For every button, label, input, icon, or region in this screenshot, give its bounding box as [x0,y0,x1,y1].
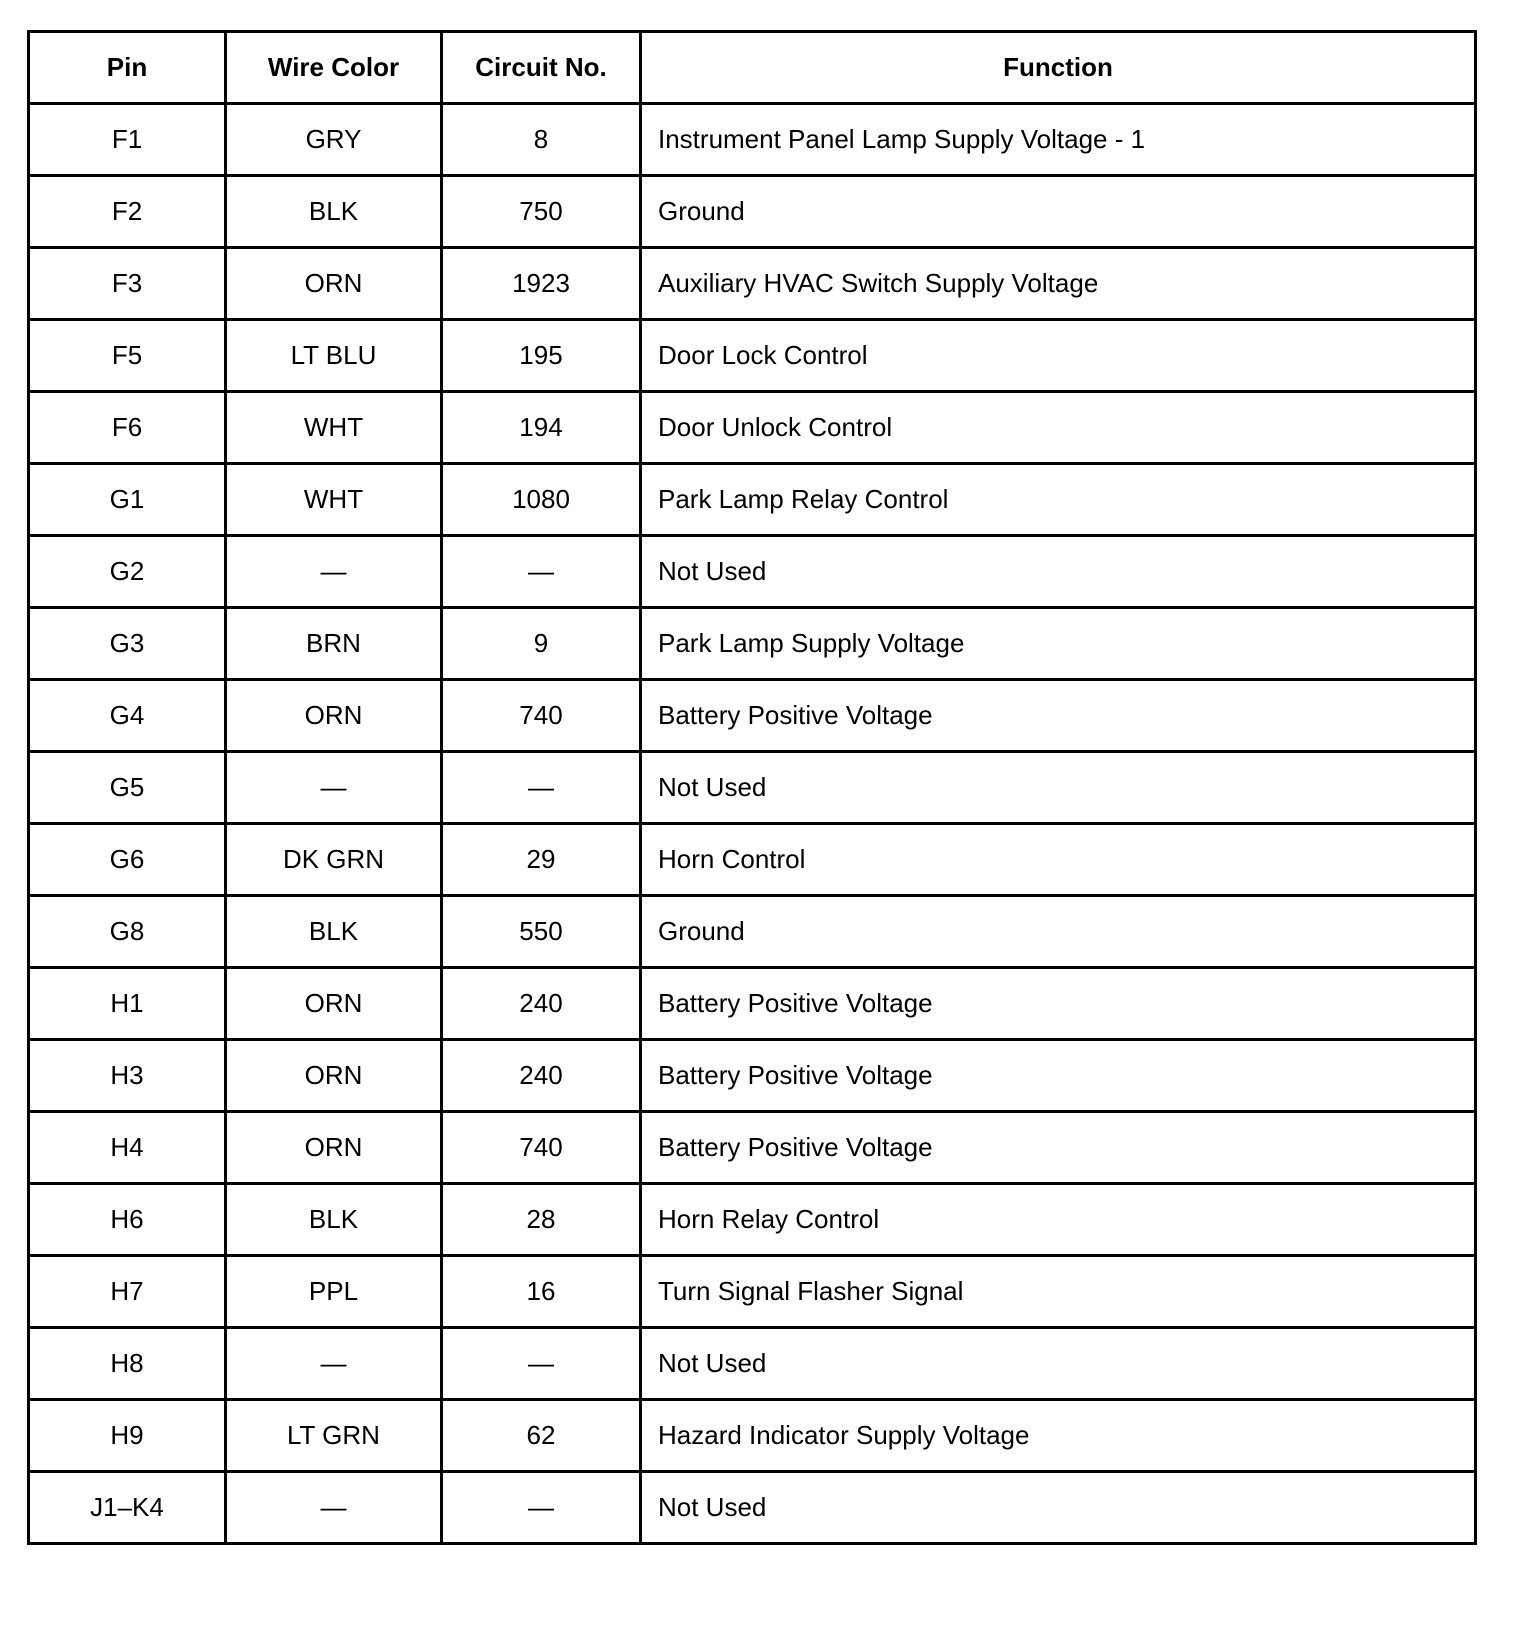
cell-pin: F2 [29,176,226,248]
cell-function: Hazard Indicator Supply Voltage [641,1400,1476,1472]
cell-pin: J1–K4 [29,1472,226,1544]
cell-function: Park Lamp Relay Control [641,464,1476,536]
cell-wire-color: ORN [226,248,442,320]
header-function: Function [641,32,1476,104]
table-row [29,752,1476,824]
cell-pin: F3 [29,248,226,320]
cell-wire-color: GRY [226,104,442,176]
cell-pin: H3 [29,1040,226,1112]
cell-pin: F1 [29,104,226,176]
cell-wire-color: PPL [226,1256,442,1328]
cell-function: Not Used [641,536,1476,608]
cell-circuit-no: 16 [442,1256,641,1328]
cell-circuit-no: 750 [442,176,641,248]
table-row [29,1328,1476,1400]
table-row [29,1040,1476,1112]
cell-circuit-no: 1923 [442,248,641,320]
cell-wire-color: WHT [226,392,442,464]
cell-wire-color: LT BLU [226,320,442,392]
table-row [29,320,1476,392]
cell-circuit-no: 8 [442,104,641,176]
cell-wire-color: WHT [226,464,442,536]
table-row [29,104,1476,176]
cell-circuit-no: 195 [442,320,641,392]
header-row [29,32,1476,104]
cell-circuit-no: 29 [442,824,641,896]
cell-function: Ground [641,176,1476,248]
cell-pin: H9 [29,1400,226,1472]
cell-function: Instrument Panel Lamp Supply Voltage - 1 [641,104,1476,176]
table-row [29,248,1476,320]
cell-pin: H6 [29,1184,226,1256]
header-pin: Pin [29,32,226,104]
cell-wire-color: ORN [226,1040,442,1112]
cell-circuit-no: 62 [442,1400,641,1472]
table-row [29,680,1476,752]
cell-function: Not Used [641,1472,1476,1544]
table-row [29,1184,1476,1256]
cell-function: Battery Positive Voltage [641,1040,1476,1112]
table-row [29,608,1476,680]
cell-circuit-no: 9 [442,608,641,680]
cell-circuit-no: 740 [442,1112,641,1184]
cell-wire-color: BRN [226,608,442,680]
cell-function: Door Lock Control [641,320,1476,392]
cell-wire-color: — [226,752,442,824]
cell-pin: G3 [29,608,226,680]
cell-wire-color: ORN [226,680,442,752]
cell-wire-color: DK GRN [226,824,442,896]
cell-pin: H4 [29,1112,226,1184]
cell-wire-color: BLK [226,176,442,248]
table-row [29,536,1476,608]
cell-wire-color: ORN [226,1112,442,1184]
cell-function: Not Used [641,1328,1476,1400]
cell-pin: G2 [29,536,226,608]
cell-pin: H8 [29,1328,226,1400]
cell-function: Ground [641,896,1476,968]
header-wire-color: Wire Color [226,32,442,104]
cell-pin: H7 [29,1256,226,1328]
table-row [29,464,1476,536]
cell-pin: F6 [29,392,226,464]
cell-function: Auxiliary HVAC Switch Supply Voltage [641,248,1476,320]
cell-function: Door Unlock Control [641,392,1476,464]
table-row [29,1400,1476,1472]
cell-circuit-no: 28 [442,1184,641,1256]
header-circuit-no: Circuit No. [442,32,641,104]
cell-circuit-no: 194 [442,392,641,464]
table-row [29,824,1476,896]
cell-function: Battery Positive Voltage [641,680,1476,752]
cell-function: Horn Control [641,824,1476,896]
table-header [29,32,1476,104]
table-row [29,392,1476,464]
cell-wire-color: — [226,536,442,608]
cell-circuit-no: — [442,1328,641,1400]
table-row [29,1112,1476,1184]
cell-wire-color: — [226,1472,442,1544]
cell-wire-color: BLK [226,896,442,968]
cell-function: Turn Signal Flasher Signal [641,1256,1476,1328]
cell-wire-color: ORN [226,968,442,1040]
cell-circuit-no: 240 [442,968,641,1040]
cell-pin: G6 [29,824,226,896]
cell-circuit-no: — [442,752,641,824]
cell-wire-color: BLK [226,1184,442,1256]
table-row [29,1256,1476,1328]
cell-function: Horn Relay Control [641,1184,1476,1256]
table-row [29,896,1476,968]
table-row [29,968,1476,1040]
cell-circuit-no: — [442,536,641,608]
connector-pinout-table [27,30,1477,1545]
cell-circuit-no: 240 [442,1040,641,1112]
cell-pin: G8 [29,896,226,968]
cell-function: Battery Positive Voltage [641,1112,1476,1184]
table-row [29,1472,1476,1544]
cell-pin: F5 [29,320,226,392]
cell-pin: G1 [29,464,226,536]
cell-circuit-no: 1080 [442,464,641,536]
cell-circuit-no: 740 [442,680,641,752]
cell-circuit-no: 550 [442,896,641,968]
cell-wire-color: LT GRN [226,1400,442,1472]
cell-circuit-no: — [442,1472,641,1544]
table-body [29,104,1476,1544]
cell-function: Park Lamp Supply Voltage [641,608,1476,680]
cell-function: Not Used [641,752,1476,824]
cell-pin: G4 [29,680,226,752]
cell-pin: H1 [29,968,226,1040]
cell-pin: G5 [29,752,226,824]
table-row [29,176,1476,248]
cell-wire-color: — [226,1328,442,1400]
cell-function: Battery Positive Voltage [641,968,1476,1040]
